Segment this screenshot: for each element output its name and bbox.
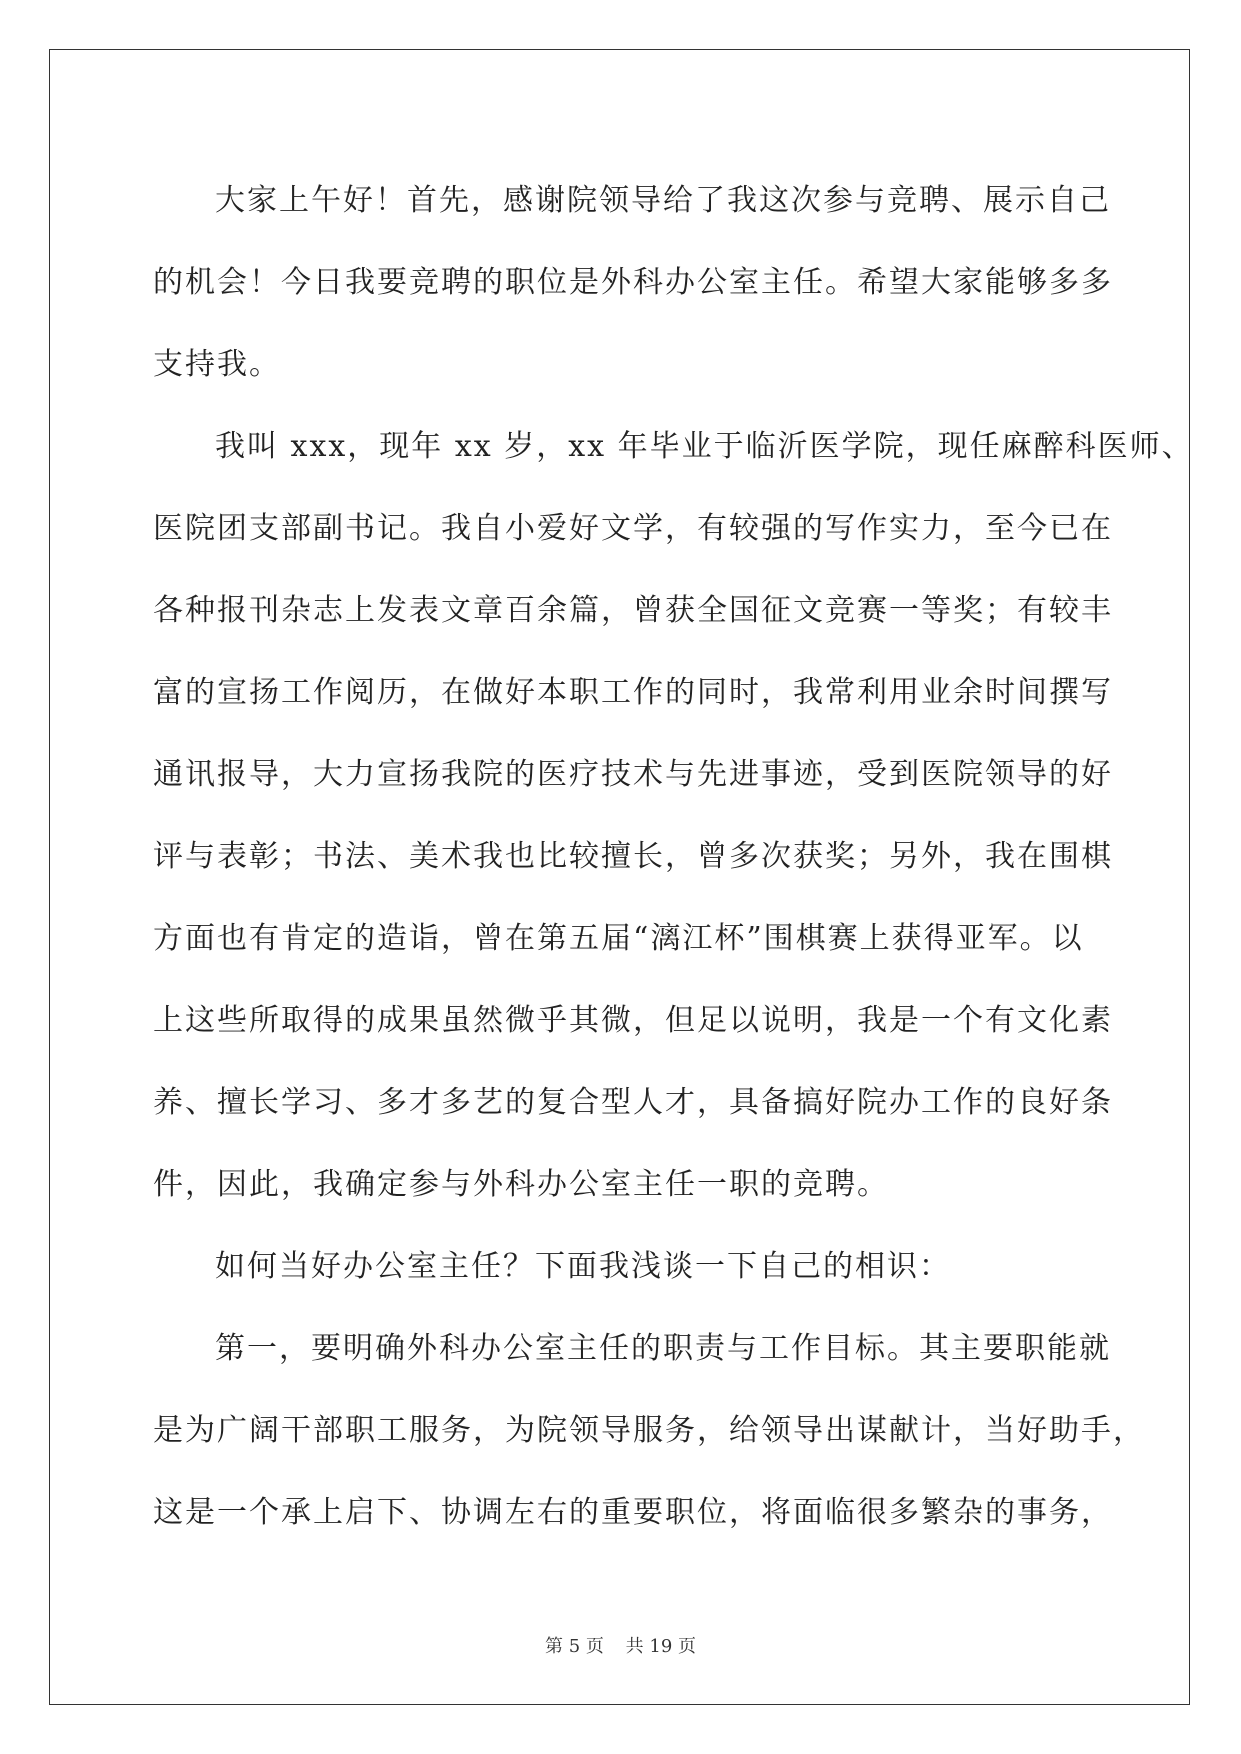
text-line: 我叫 xxx，现年 xx 岁，xx 年毕业于临沂医学院，现任麻醉科医师、 [215, 429, 1194, 464]
text-line: 方面也有肯定的造诣，曾在第五届“漓江杯”围棋赛上获得亚军。以 [153, 921, 1084, 956]
text-line: 第一，要明确外科办公室主任的职责与工作目标。其主要职能就 [215, 1331, 1111, 1366]
text-line: 是为广阔干部职工服务，为院领导服务，给领导出谋献计，当好助手， [153, 1413, 1145, 1448]
text-line: 这是一个承上启下、协调左右的重要职位，将面临很多繁杂的事务， [153, 1495, 1113, 1530]
text-line: 医院团支部副书记。我自小爱好文学，有较强的写作实力，至今已在 [153, 511, 1113, 546]
text-line: 如何当好办公室主任？下面我浅谈一下自己的相识： [215, 1249, 951, 1284]
text-line: 通讯报导，大力宣扬我院的医疗技术与先进事迹，受到医院领导的好 [153, 757, 1113, 792]
document-body [153, 160, 1194, 1554]
text-line: 评与表彰；书法、美术我也比较擅长，曾多次获奖；另外，我在围棋 [153, 839, 1113, 874]
text-line: 各种报刊杂志上发表文章百余篇，曾获全国征文竞赛一等奖；有较丰 [153, 593, 1113, 628]
page-footer [0, 1632, 1241, 1658]
page-total: 共 19 页 [625, 1636, 696, 1657]
text-line: 的机会！今日我要竞聘的职位是外科办公室主任。希望大家能够多多 [153, 265, 1113, 300]
text-line: 支持我。 [153, 347, 281, 382]
text-line: 养、擅长学习、多才多艺的复合型人才，具备搞好院办工作的良好条 [153, 1085, 1113, 1120]
text-line: 富的宣扬工作阅历，在做好本职工作的同时，我常利用业余时间撰写 [153, 675, 1113, 710]
page-number: 第 5 页 [545, 1636, 604, 1657]
text-line: 件，因此，我确定参与外科办公室主任一职的竞聘。 [153, 1167, 889, 1202]
text-line: 大家上午好！首先，感谢院领导给了我这次参与竞聘、展示自己 [215, 183, 1111, 218]
text-line: 上这些所取得的成果虽然微乎其微，但足以说明，我是一个有文化素 [153, 1003, 1113, 1038]
